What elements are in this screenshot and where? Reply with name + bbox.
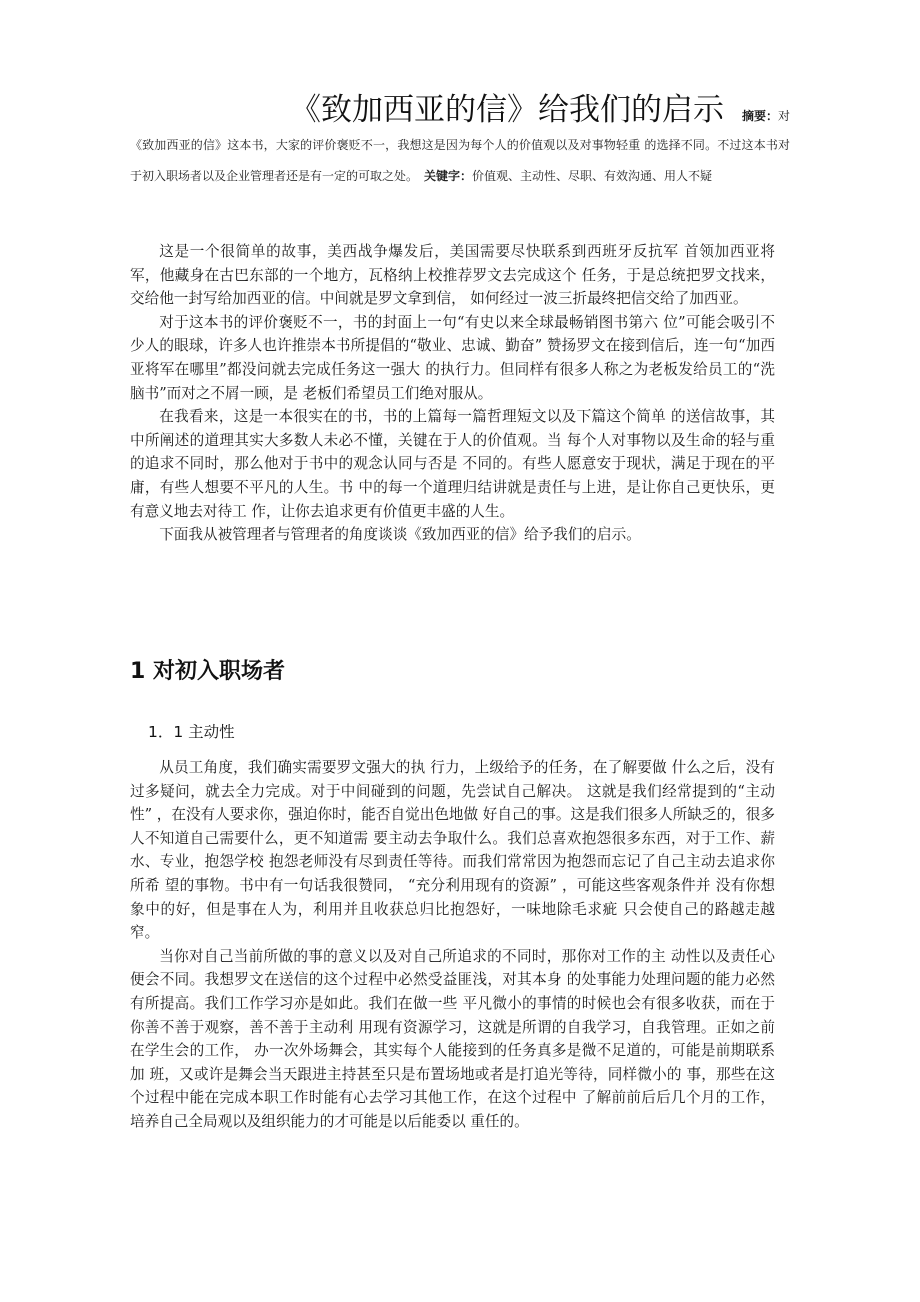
intro-paragraph: 下面我从被管理者与管理者的角度谈谈《致加西亚的信》给予我们的启示。 — [159, 526, 641, 544]
body-paragraph: 从员工角度，我们确实需要罗文强大的执 行力，上级给予的任务，在了解要做 什么之后，没有过多疑问，就去全力完成。对于中间碰到的问题，先尝试自己解决。 这就是我们经常提到的“主动性” ，在没有人要求你，强迫你时，能否自觉出色地做 好自己的事。这是我们很多人所缺乏的，很多人不知道自己需要什么，更不知道需 要主动去争取什么。我们总喜欢抱怨很多东西，对于工作、薪水、专业，抱怨学校 抱怨老师没有尽到责任等待。而我们常常因为抱怨而忘记了自己主动去追求你所希 望的事物。书中有一句话我很赞同， “充分利用现有的资源” ，可能这些客观条件并 没有你想象中的好，但是事在人为，利用并且收获总归比抱怨好，一味地除毛求疵 只会使自己的路越走越窄。 — [130, 759, 775, 942]
intro-paragraph: 这是一个很简单的故事，美西战争爆发后，美国需要尽快联系到西班牙反抗军 首领加西亚将军，他藏身在古巴东部的一个地方，瓦格纳上校推荐罗文去完成这个 任务，于是总统把罗文找来，交给他一封写给加西亚的信。中间就是罗文拿到信， 如何经过一波三折最终把信交给了加西亚。 — [130, 243, 775, 308]
abstract-block — [130, 130, 790, 192]
abstract-text: 《致加西亚的信》这本书，大家的评价褒贬不一，我想这是因为每个人的价值观以及对事物轻重 的选择不同。不过这本书对于初入职场者以及企业管理者还是有一定的可取之处。 — [130, 138, 790, 183]
intro-section — [130, 240, 775, 547]
intro-paragraph: 对于这本书的评价褒贬不一，书的封面上一句“有史以来全球最畅销图书第六 位”可能会吸引不少人的眼球，许多人也许推崇本书所提倡的“敬业、忠诚、勤奋” 赞扬罗文在接到信后，连一句“加西亚将军在哪里”都没问就去完成任务这一强大 的执行力。但同样有很多人称之为老板发给员工的“洗脑书”而对之不屑一顾，是 老板们希望员工们绝对服从。 — [130, 313, 775, 402]
subsection-heading: 1．1 主动性 — [148, 723, 235, 741]
keywords-text: 价值观、主动性、尽职、有效沟通、用人不疑 — [472, 169, 713, 183]
abstract-label: 摘要： — [741, 109, 778, 123]
subsection-body — [130, 756, 775, 1134]
document-title: 《致加西亚的信》给我们的启示 — [289, 92, 724, 128]
title-row — [130, 84, 790, 129]
keywords-label: 关键字： — [424, 169, 473, 183]
section-heading: 1 对初入职场者 — [130, 659, 285, 684]
abstract-lead: 对 — [777, 109, 790, 123]
body-paragraph: 当你对自己当前所做的事的意义以及对自己所追求的不同时，那你对工作的主 动性以及责任心便会不同。我想罗文在送信的这个过程中必然受益匪浅，对其本身 的处事能力处理问题的能力必然有所提高。我们工作学习亦是如此。我们在做一些 平凡微小的事情的时候也会有很多收获，而在于你善不善于观察，善不善于主动利 用现有资源学习，这就是所谓的自我学习，自我管理。正如之前在学生会的工作， 办一次外场舞会，其实每个人能接到的任务真多是微不足道的，可能是前期联系加 班，又或许是舞会当天跟进主持甚至只是布置场地或者是打追光等待，同样微小的 事，那些在这个过程中能在完成本职工作时能有心去学习其他工作，在这个过程中 了解前前后后几个月的工作，培养自己全局观以及组织能力的才可能是以后能委以 重任的。 — [130, 947, 775, 1130]
intro-paragraph: 在我看来，这是一本很实在的书，书的上篇每一篇哲理短文以及下篇这个简单 的送信故事，其中所阐述的道理其实大多数人未必不懂，关键在于人的价值观。当 每个人对事物以及生命的轻与重的追求不同时，那么他对于书中的观念认同与否是 不同的。有些人愿意安于现状，满足于现在的平庸，有些人想要不平凡的人生。书 中的每一个道理归结讲就是责任与上进，是让你自己更快乐，更有意义地去对待工 作，让你去追求更有价值更丰盛的人生。 — [130, 408, 775, 520]
